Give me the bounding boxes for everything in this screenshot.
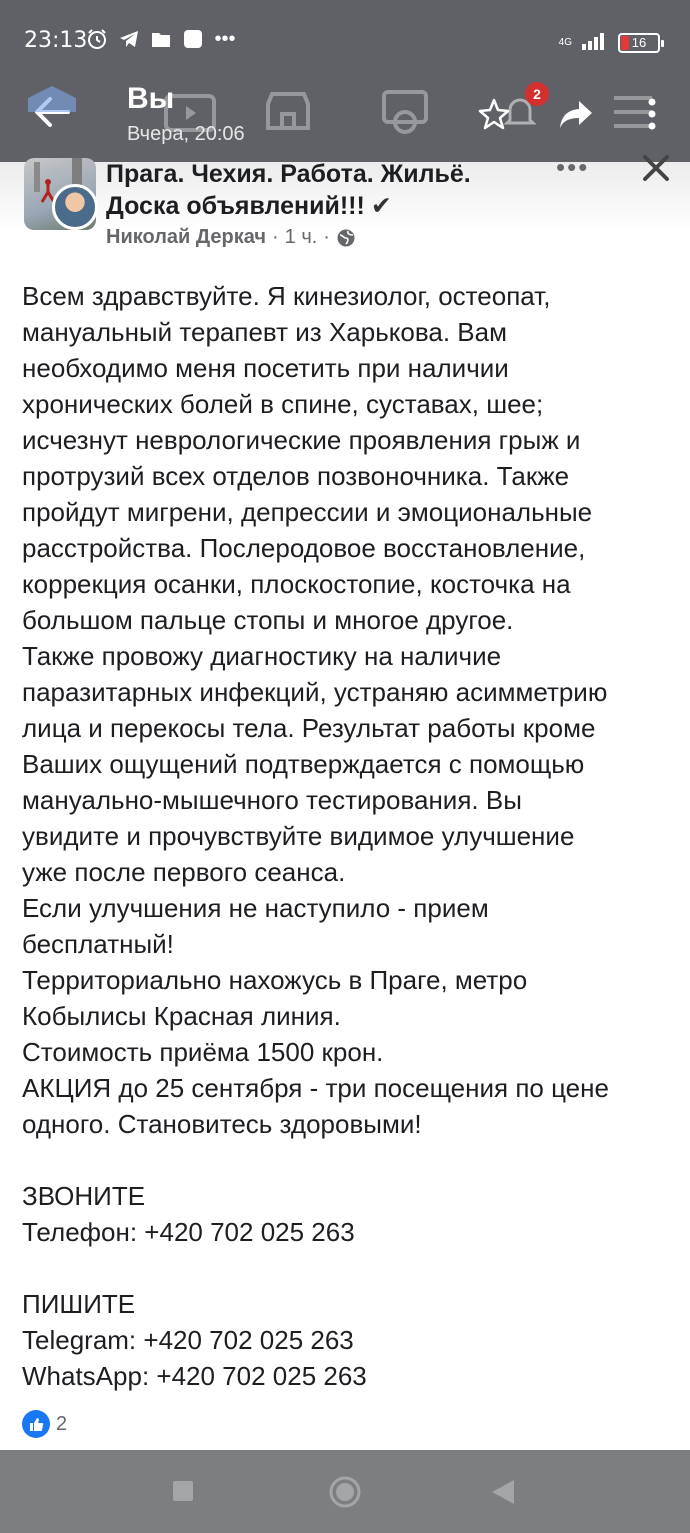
folder-icon [150,28,172,50]
status-time: 23:13 [24,28,88,53]
author-name[interactable]: Николай Деркач [106,226,266,248]
battery-icon [618,33,660,53]
vertical-dots-icon [647,97,657,131]
home-button[interactable] [328,1475,362,1514]
hide-post-button[interactable] [636,148,676,188]
group-name-text: Прага. Чехия. Работа. Жильё. Доска объявлений!!! [106,160,471,220]
system-nav-bar [0,1450,690,1533]
post-meta [106,226,356,249]
telegram-icon [118,28,140,50]
meta-separator-2: · [323,226,330,248]
post-text: Всем здравствуйте. Я кинезиолог, остеопат, мануальный терапевт из Харькова. Вам необходимо меня посетить при наличии хронических болей в спине, суставах, шее; исчезнут неврологические проявления грыж и протрузий всех отделов позвоночника. Также пройдут мигрени, депрессии и эмоциональные расстройства. Послеродовое восстановление, коррекция осанки, плоскостопие, косточка на большом пальце стопы и многое другое. Также провожу диагностику на наличие паразитарных инфекций, устраняю асимметрию лица и перекосы тела. Результат работы кроме Ваших ощущений подтверждается с помощью мануально-мышечного тестирования. Вы увидите и прочувствуйте видимое улучшение уже после первого сеанса. Если улучшения не наступило - прием бесплатный! Территориально нахожусь в Праге, метро Кобылисы Красная линия. Стоимость приёма 1500 крон. АКЦИЯ до 25 сентября - три посещения по цене одного. Становитесь здоровыми! ЗВОНИТЕ Телефон: +420 702 025 263 ПИШИТЕ Telegram: +420 702 025 263 WhatsApp: +420 702 025 263 [22,281,609,1391]
meta-separator: · [271,226,279,248]
like-reaction-icon [22,1410,50,1438]
reactions-count: 2 [56,1412,68,1435]
alarm-icon [86,28,108,50]
post-time[interactable]: 1 ч. [284,226,318,248]
more-options-button[interactable] [632,94,672,134]
battery-level: 16 [631,35,647,50]
verified-check-icon: ✔ [370,192,392,220]
app-notification-icon [182,28,204,50]
news-icon [380,88,430,136]
triangle-back-icon [490,1478,516,1506]
share-arrow-icon [557,97,595,131]
home-icon [22,84,82,114]
post-more-button[interactable]: ••• [556,152,590,182]
recents-button[interactable] [172,1480,194,1507]
back-nav-button[interactable] [490,1478,516,1511]
marketplace-icon [262,88,314,134]
signal-icon [580,30,610,55]
more-notifications-icon: ••• [214,27,236,50]
viewer-date: Вчера, 20:06 [127,123,245,145]
status-bar [0,0,690,80]
status-right [559,30,660,55]
close-icon [641,153,671,183]
globe-icon [336,228,356,248]
square-icon [172,1480,194,1502]
notifications-badge: 2 [525,82,549,106]
group-name-link[interactable] [106,158,536,222]
network-type: 4G [558,37,572,48]
circle-icon [328,1475,362,1509]
status-icons [86,28,236,50]
viewer-title: Вы [127,82,175,115]
author-avatar[interactable] [52,184,98,230]
share-button[interactable] [556,94,596,134]
reactions-summary[interactable] [22,1410,67,1438]
